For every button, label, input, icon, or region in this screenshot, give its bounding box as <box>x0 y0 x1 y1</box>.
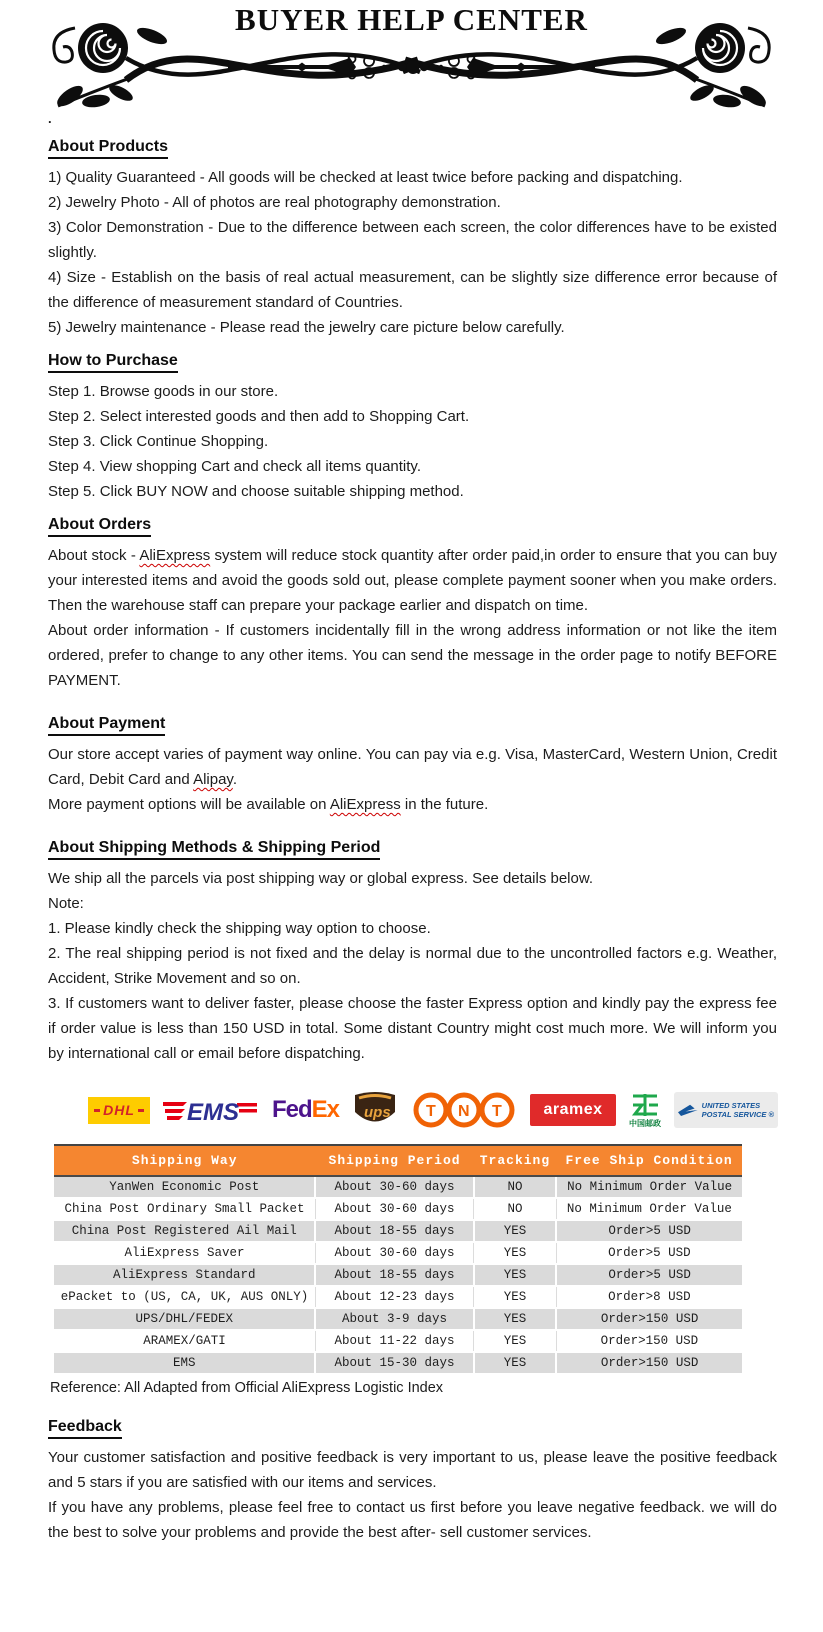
text-run: About stock - <box>48 547 140 564</box>
table-cell: No Minimum Order Value <box>556 1176 742 1198</box>
text-run: in the future. <box>400 796 489 813</box>
paragraph: Step 2. Select interested goods and then add to Shopping Cart. <box>48 408 470 425</box>
note-label: Note: <box>48 895 84 912</box>
col-header-shipping-period: Shipping Period <box>315 1145 473 1176</box>
aramex-logo <box>530 1094 616 1126</box>
paragraph: Step 3. Click Continue Shopping. <box>48 433 269 450</box>
table-cell: YES <box>474 1286 557 1308</box>
payment-future-paragraph <box>48 792 777 817</box>
dhl-dash-icon <box>94 1109 100 1112</box>
feedback-paragraph-2: If you have any problems, please feel free to contact us first before you leave negative feedback. we will do the best to solve your problems and provide the best after- sell customer services. <box>48 1499 777 1541</box>
about-shipping-heading: About Shipping Methods & Shipping Period <box>48 839 380 860</box>
tnt-letter: N <box>458 1103 470 1120</box>
feedback-paragraph-1: Your customer satisfaction and positive feedback is very important to us, please leave the positive feedback and 5 stars if you are satisfied with our items and services. <box>48 1449 777 1491</box>
about-payment-heading: About Payment <box>48 715 165 736</box>
table-row <box>54 1330 742 1352</box>
paragraph: Step 5. Click BUY NOW and choose suitable shipping method. <box>48 483 464 500</box>
table-cell: NO <box>474 1176 557 1198</box>
payment-methods-paragraph <box>48 742 777 792</box>
china-post-emblem-icon <box>630 1092 660 1118</box>
table-cell: Order>150 USD <box>556 1308 742 1330</box>
shipping-intro-paragraph: We ship all the parcels via post shipping way or global express. See details below. <box>48 870 594 887</box>
table-row <box>54 1242 742 1264</box>
table-cell: ePacket to (US, CA, UK, AUS ONLY) <box>54 1286 315 1308</box>
table-cell: YES <box>474 1242 557 1264</box>
page-title: BUYER HELP CENTER <box>235 2 588 37</box>
table-cell: China Post Registered Ail Mail <box>54 1220 315 1242</box>
text-run: system will reduce stock quantity after order paid,in order to ensure that you can buy your interested items and avoid the goods sold out, please complete payment sooner when you make orders. Then the warehouse staff can prepare your package earlier and dispatch on time. <box>48 547 777 614</box>
usps-logo <box>674 1092 778 1128</box>
how-to-purchase-heading: How to Purchase <box>48 352 178 373</box>
table-reference-note: Reference: All Adapted from Official AliExpress Logistic Index <box>50 1380 444 1396</box>
table-cell: Order>5 USD <box>556 1264 742 1286</box>
fedex-ex-text: Ex <box>311 1096 340 1123</box>
floral-flourish-decoration <box>0 0 823 112</box>
section-about-products <box>48 126 777 340</box>
ems-logo-icon <box>163 1094 259 1126</box>
table-cell: About 11-22 days <box>315 1330 473 1352</box>
tnt-circles-icon <box>411 1091 517 1129</box>
fedex-logo <box>272 1096 339 1124</box>
misspelled-word: Alipay <box>193 771 233 788</box>
paragraph: 5) Jewelry maintenance - Please read the jewelry care picture below carefully. <box>48 319 565 336</box>
text-run: . <box>232 771 237 788</box>
table-cell: China Post Ordinary Small Packet <box>54 1198 315 1220</box>
ems-logo-text: EMS <box>187 1099 240 1126</box>
table-cell: About 18-55 days <box>315 1220 473 1242</box>
table-cell: YES <box>474 1220 557 1242</box>
china-post-logo-text: 中国邮政 <box>629 1119 662 1128</box>
about-products-heading: About Products <box>48 138 168 159</box>
table-cell: YES <box>474 1352 557 1374</box>
table-cell: About 3-9 days <box>315 1308 473 1330</box>
feedback-heading: Feedback <box>48 1418 122 1439</box>
section-about-orders <box>48 504 777 693</box>
tnt-letter: T <box>426 1103 436 1120</box>
ups-logo-text: ups <box>364 1104 391 1121</box>
table-cell: AliExpress Standard <box>54 1264 315 1286</box>
dhl-dash-icon <box>138 1109 144 1112</box>
table-cell: YanWen Economic Post <box>54 1176 315 1198</box>
usps-line2-text: POSTAL SERVICE ® <box>701 1110 775 1119</box>
fedex-fed-text: Fed <box>272 1096 312 1123</box>
paragraph: 4) Size - Establish on the basis of real actual measurement, can be slightly size difference error because of the difference of measurement standard of Countries. <box>48 269 777 311</box>
section-about-shipping <box>48 817 777 1066</box>
col-header-tracking: Tracking <box>474 1145 557 1176</box>
table-cell: About 30-60 days <box>315 1176 473 1198</box>
ups-shield-icon <box>352 1088 398 1132</box>
table-row <box>54 1220 742 1242</box>
shipping-notes-list <box>48 916 777 1066</box>
usps-eagle-icon <box>678 1101 698 1119</box>
table-cell: About 12-23 days <box>315 1286 473 1308</box>
dhl-logo-text: DHL <box>103 1102 135 1118</box>
table-cell: NO <box>474 1198 557 1220</box>
table-cell: UPS/DHL/FEDEX <box>54 1308 315 1330</box>
paragraph: Step 4. View shopping Cart and check all items quantity. <box>48 458 421 475</box>
table-cell: AliExpress Saver <box>54 1242 315 1264</box>
table-cell: EMS <box>54 1352 315 1374</box>
table-cell: About 30-60 days <box>315 1198 473 1220</box>
china-post-logo <box>629 1092 661 1128</box>
paragraph: 1) Quality Guaranteed - All goods will be checked at least twice before packing and dispatching. <box>48 169 683 186</box>
paragraph: 1. Please kindly check the shipping way option to choose. <box>48 920 431 937</box>
shipping-table <box>54 1144 742 1375</box>
purchase-steps-list <box>48 379 777 504</box>
aramex-logo-text: aramex <box>543 1101 603 1118</box>
table-row <box>54 1198 742 1220</box>
ups-logo <box>352 1088 398 1132</box>
table-header-row <box>54 1145 742 1176</box>
table-cell: About 30-60 days <box>315 1242 473 1264</box>
usps-line1-text: UNITED STATES <box>701 1101 761 1110</box>
about-order-info-paragraph: About order information - If customers incidentally fill in the wrong address information or not like the item ordered, prefer to change to any other items. You can send the message in the order page to notify BEFORE PAYMENT. <box>48 622 777 689</box>
table-cell: Order>150 USD <box>556 1352 742 1374</box>
dhl-logo <box>88 1097 150 1124</box>
carrier-logos-row <box>88 1086 777 1134</box>
paragraph: 3. If customers want to deliver faster, please choose the faster Express option and kindly pay the express fee if order value is less than 150 USD in total. Some distant Country might cost much more. We will inform you by international call or email before dispatching. <box>48 995 777 1062</box>
col-header-shipping-way: Shipping Way <box>54 1145 315 1176</box>
table-cell: Order>5 USD <box>556 1242 742 1264</box>
text-run: More payment options will be available on <box>48 796 330 813</box>
ems-logo <box>163 1094 259 1126</box>
misspelled-word: AliExpress <box>329 796 401 813</box>
table-cell: Order>8 USD <box>556 1286 742 1308</box>
misspelled-word: AliExpress <box>139 547 211 564</box>
table-row <box>54 1352 742 1374</box>
tnt-logo <box>411 1091 517 1129</box>
table-cell: ARAMEX/GATI <box>54 1330 315 1352</box>
table-row <box>54 1176 742 1198</box>
table-row <box>54 1286 742 1308</box>
table-cell: About 15-30 days <box>315 1352 473 1374</box>
table-row <box>54 1308 742 1330</box>
paragraph: Step 1. Browse goods in our store. <box>48 383 279 400</box>
tnt-letter: T <box>492 1103 502 1120</box>
section-about-payment <box>48 693 777 817</box>
table-cell: YES <box>474 1330 557 1352</box>
stray-dot: . <box>48 111 52 126</box>
about-orders-heading: About Orders <box>48 516 151 537</box>
col-header-free-ship-condition: Free Ship Condition <box>556 1145 742 1176</box>
paragraph: 3) Color Demonstration - Due to the difference between each screen, the color differences have to be existed slightly. <box>48 219 777 261</box>
table-cell: YES <box>474 1308 557 1330</box>
header-banner <box>0 0 823 112</box>
paragraph: 2) Jewelry Photo - All of photos are real photography demonstration. <box>48 194 501 211</box>
table-cell: YES <box>474 1264 557 1286</box>
table-cell: No Minimum Order Value <box>556 1198 742 1220</box>
about-stock-paragraph <box>48 543 777 618</box>
paragraph: 2. The real shipping period is not fixed and the delay is normal due to the uncontrolled factors e.g. Weather, Accident, Strike Movement and so on. <box>48 945 777 987</box>
section-feedback <box>48 1396 777 1545</box>
table-cell: Order>5 USD <box>556 1220 742 1242</box>
table-row <box>54 1264 742 1286</box>
table-cell: About 18-55 days <box>315 1264 473 1286</box>
text-run: Our store accept varies of payment way online. You can pay via e.g. Visa, MasterCard, Western Union, Credit Card, Debit Card and <box>48 746 777 788</box>
section-how-to-purchase <box>48 340 777 504</box>
table-cell: Order>150 USD <box>556 1330 742 1352</box>
about-products-list <box>48 165 777 340</box>
